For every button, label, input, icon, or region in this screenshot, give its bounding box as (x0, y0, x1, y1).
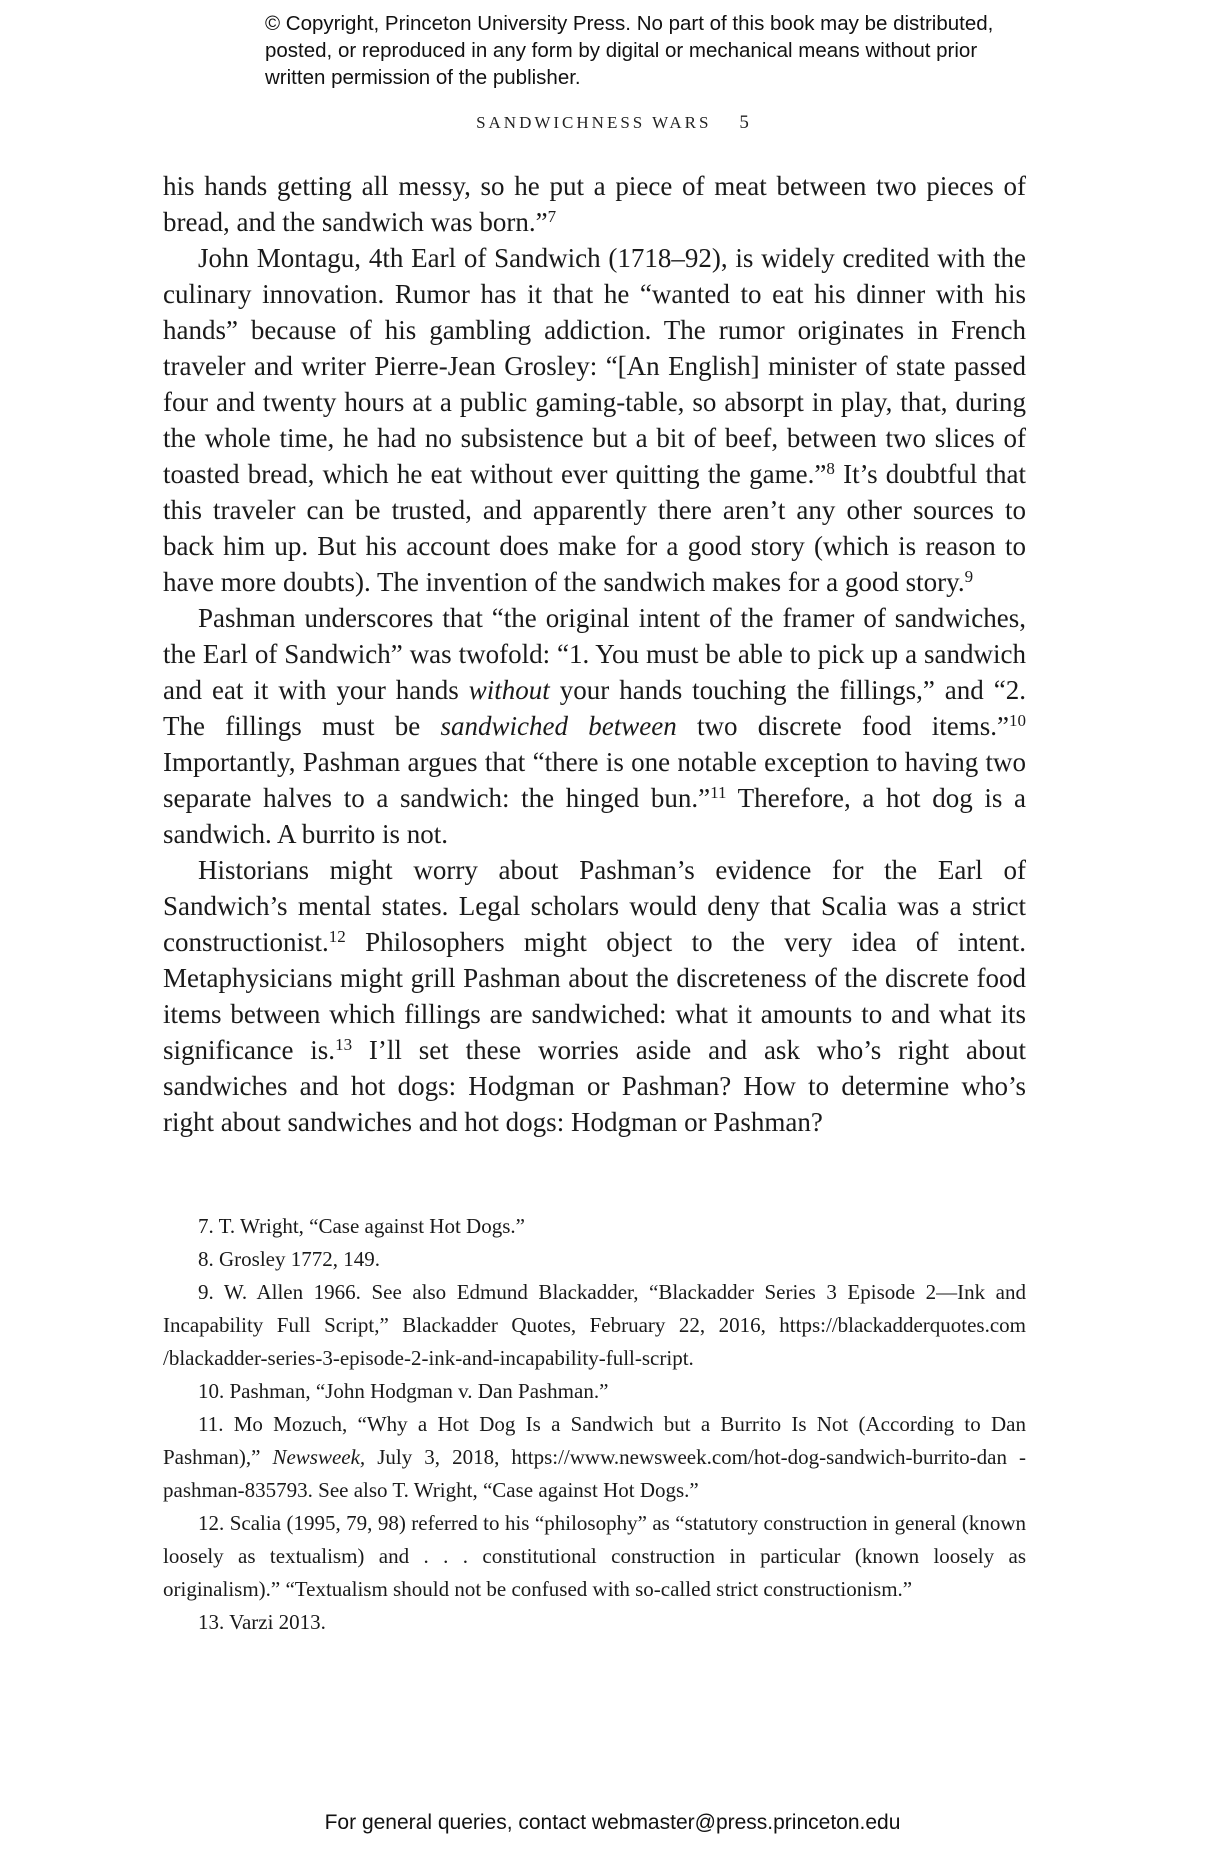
paragraph-text: Pashman underscores that “the original intent of the framer of sandwiches, the Earl of Sandwich” was twofold: “1. You must be able to pick up a sandwich and eat it with your hands (163, 603, 1026, 705)
paragraph-4 (163, 852, 1026, 1140)
page-number: 5 (739, 112, 749, 133)
paragraph-text: Therefore, a hot dog is a sandwich. A burrito is not. (163, 783, 1026, 849)
paragraph-text: It’s doubtful that this traveler can be trusted, and apparently there aren’t any other sources to back him up. But his account does make for a good story (which is reason to have more doubts). The invention of the sandwich makes for a good story. (163, 459, 1027, 597)
italic-text: Newsweek, (272, 1445, 366, 1469)
footnote-text: July 3, 2018, https://www.newsweek.com/hot-dog-sandwich-burrito-dan -pashman-835793. See also T. Wright, “Case against Hot Dogs.” (163, 1445, 1026, 1502)
note-ref-11: 11 (710, 783, 727, 802)
paragraph-text: Philosophers might object to the very idea of intent. Metaphysicians might grill Pashman about the discreteness of the discrete food items between which fillings are sandwiched: what it amounts to and what its significance is. (163, 927, 1026, 1065)
paragraph-text: I’ll set these worries aside and ask who’s right about sandwiches and hot dogs: Hodgman or Pashman? How to determine who’s right about sandwiches and hot dogs: Hodgman or Pashman? (163, 1035, 1026, 1137)
running-head-title: SANDWICHNESS WARS (476, 113, 712, 132)
note-ref-12: 12 (328, 927, 346, 946)
footnote-8: 8. Grosley 1772, 149. (198, 1247, 380, 1271)
body-text (163, 168, 1026, 1140)
italic-text: sandwiched between (440, 711, 677, 741)
paragraph-text: Historians might worry about Pashman’s evidence for the Earl of Sandwich’s mental states. Legal scholars would deny that Scalia was a strict constructionist. (163, 855, 1026, 957)
footnote-7: 7. T. Wright, “Case against Hot Dogs.” (198, 1214, 525, 1238)
paragraph-2 (163, 240, 1026, 600)
paragraph-text: two discrete food items.” (676, 711, 1009, 741)
footnote-text: 11. Mo Mozuch, “Why a Hot Dog Is a Sandwich but a Burrito Is Not (According to Dan Pashman),” (163, 1412, 1026, 1469)
paragraph-text: your hands touching the fillings,” and “2. The fillings must be (163, 675, 1026, 741)
note-ref-9: 9 (964, 567, 974, 586)
note-ref-8: 8 (826, 459, 835, 478)
paragraph-text: his hands getting all messy, so he put a piece of meat between two pieces of bread, and the sandwich was born.” (163, 171, 1026, 237)
footnote-11 (163, 1408, 1026, 1507)
footnote-10: 10. Pashman, “John Hodgman v. Dan Pashman.” (198, 1379, 609, 1403)
copyright-notice: © Copyright, Princeton University Press. No part of this book may be distributed, posted, or reproduced in any form by digital or mechanical means without prior written permission of the publisher. (265, 12, 994, 89)
note-ref-10: 10 (1008, 711, 1026, 730)
footer-contact: For general queries, contact webmaster@press.princeton.edu (324, 1811, 901, 1834)
paragraph-text: John Montagu, 4th Earl of Sandwich (1718–92), is widely credited with the culinary innovation. Rumor has it that he “wanted to eat his dinner with his hands” because of his gambling addiction. The rumor originates in French traveler and writer Pierre-Jean Grosley: “[An English] minister of state passed four and twenty hours at a public gaming-table, so absorpt in play, that, during the whole time, he had no subsistence but a bit of beef, between two slices of toasted bread, which he eat without ever quitting the game.” (163, 243, 1026, 489)
note-ref-7: 7 (547, 207, 557, 226)
footnote-9: 9. W. Allen 1966. See also Edmund Blackadder, “Blackadder Series 3 Episode 2—Ink and Incapability Full Script,” Blackadder Quotes, February 22, 2016, https://blackadderquotes.com /blackadder-series-3-episode-2-ink-and-incapability-full-script. (163, 1280, 1026, 1370)
footnote-12: 12. Scalia (1995, 79, 98) referred to his “philosophy” as “statutory construction in general (known loosely as textualism) and . . . constitutional construction in particular (known loosely as originalism).” “Textualism should not be confused with so-called strict constructionism.” (163, 1511, 1026, 1601)
footnote-13: 13. Varzi 2013. (198, 1610, 326, 1634)
paragraph-text: Importantly, Pashman argues that “there is one notable exception to having two separate halves to a sandwich: the hinged bun.” (163, 747, 1026, 813)
note-ref-13: 13 (335, 1035, 353, 1054)
italic-text: without (468, 675, 550, 705)
footnotes (163, 1210, 1026, 1639)
paragraph-3 (163, 600, 1026, 852)
running-head (0, 112, 1225, 134)
paragraph-1 (163, 168, 1026, 240)
